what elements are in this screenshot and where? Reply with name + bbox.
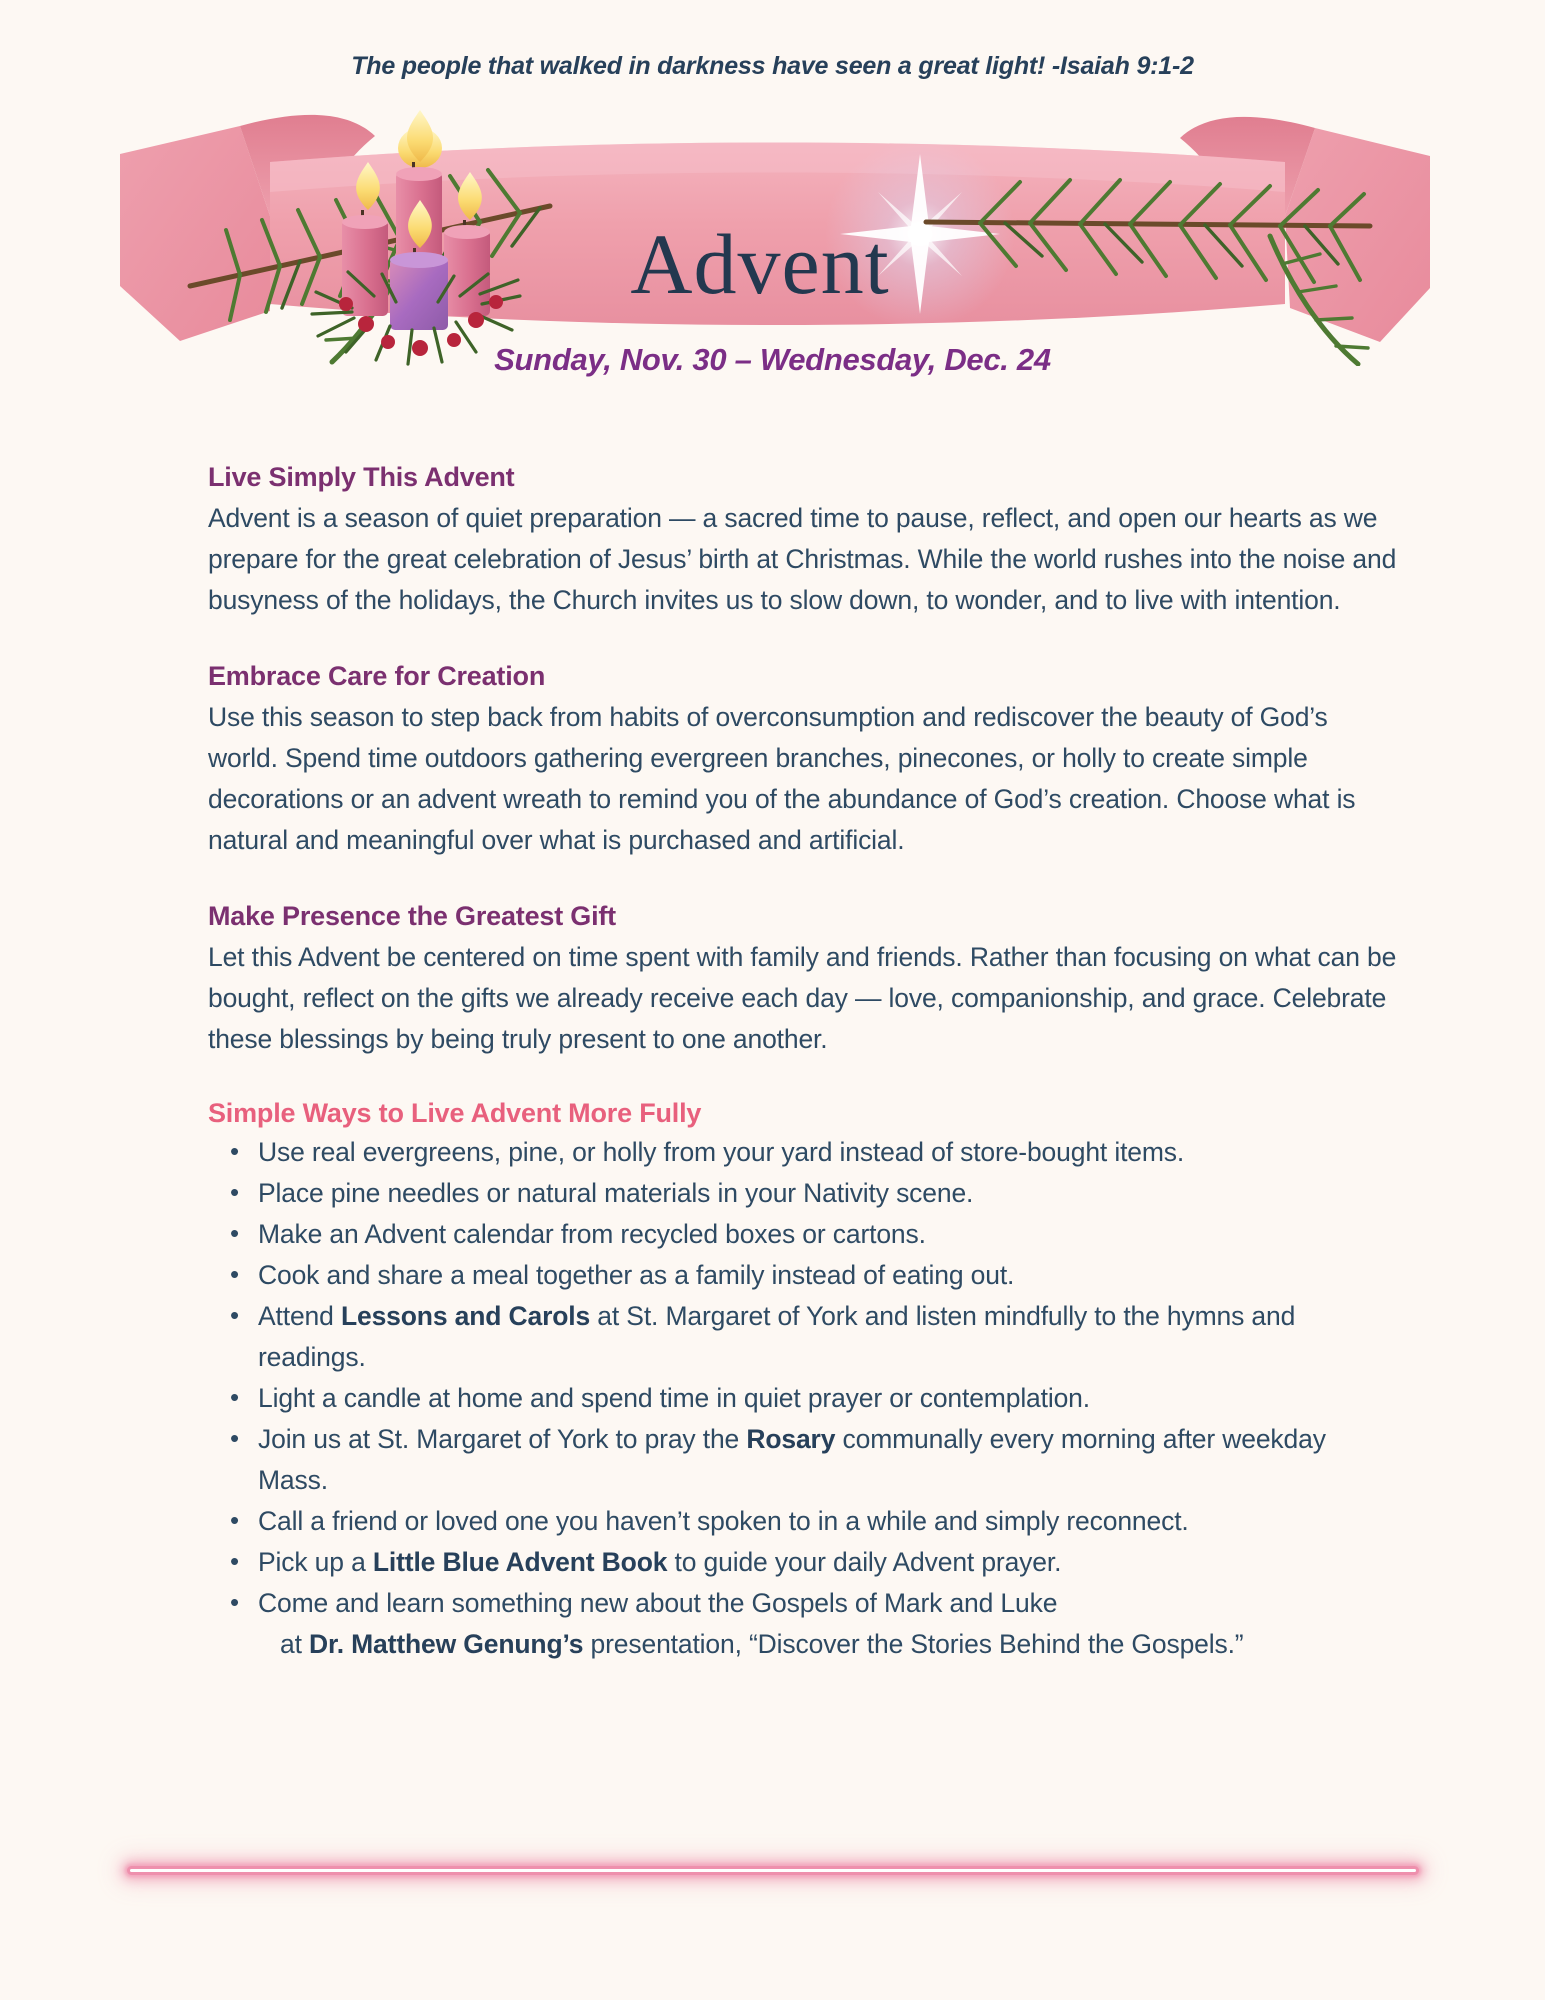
item-text: Place pine needles or natural materials in your Nativity scene. xyxy=(258,1178,974,1208)
simple-ways-list xyxy=(208,1132,1398,1665)
section-simple-ways xyxy=(208,1098,1398,1665)
section-make-presence xyxy=(208,901,1398,1060)
list-item xyxy=(208,1583,1398,1665)
section-embrace-care xyxy=(208,661,1398,861)
section-heading: Live Simply This Advent xyxy=(208,462,515,492)
item-continuation xyxy=(258,1624,1398,1665)
list-item xyxy=(208,1132,1398,1173)
item-text: Attend xyxy=(258,1301,341,1331)
item-text: Call a friend or loved one you haven’t spoken to in a while and simply reconnect. xyxy=(258,1506,1189,1536)
item-text-post: communally every morning after weekday Mass. xyxy=(258,1424,1326,1495)
advent-banner xyxy=(120,96,1430,366)
banner-title: Advent xyxy=(630,216,890,312)
item-text: Pick up a xyxy=(258,1547,373,1577)
item-text: Cook and share a meal together as a family instead of eating out. xyxy=(258,1260,1015,1290)
list-item xyxy=(208,1378,1398,1419)
section-body: Advent is a season of quiet preparation — a sacred time to pause, reflect, and open our hearts as we prepare for the great celebration of Jesus’ birth at Christmas. While the world rushes into the noise and busyness of the holidays, the Church invites us to slow down, to wonder, and to live with intention. xyxy=(208,503,1397,615)
list-item xyxy=(208,1296,1398,1378)
item-text-line2: at xyxy=(280,1629,310,1659)
bullet-section-heading: Simple Ways to Live Advent More Fully xyxy=(208,1098,702,1128)
item-bold-text-line2: Dr. Matthew Genung’s xyxy=(309,1629,584,1659)
list-item xyxy=(208,1419,1398,1501)
date-range: Sunday, Nov. 30 – Wednesday, Dec. 24 xyxy=(494,342,1051,377)
item-text: Join us at St. Margaret of York to pray the xyxy=(258,1424,747,1454)
item-text-line2-post: presentation, “Discover the Stories Behind the Gospels.” xyxy=(583,1629,1244,1659)
scripture-quote: The people that walked in darkness have seen a great light! -Isaiah 9:1-2 xyxy=(351,52,1194,80)
section-heading: Embrace Care for Creation xyxy=(208,661,546,691)
section-live-simply xyxy=(208,462,1398,621)
item-text: Make an Advent calendar from recycled boxes or cartons. xyxy=(258,1219,926,1249)
list-item xyxy=(208,1255,1398,1296)
item-bold-text: Lessons and Carols xyxy=(340,1301,591,1331)
item-bold-text: Rosary xyxy=(746,1424,836,1454)
list-item xyxy=(208,1542,1398,1583)
list-item xyxy=(208,1173,1398,1214)
item-text: Come and learn something new about the Gospels of Mark and Luke xyxy=(258,1588,1058,1618)
bottom-divider xyxy=(127,1866,1419,1875)
item-text-post: at St. Margaret of York and listen mindfully to the hymns and readings. xyxy=(258,1301,1296,1372)
list-item xyxy=(208,1214,1398,1255)
section-body: Use this season to step back from habits of overconsumption and rediscover the beauty of God’s world. Spend time outdoors gathering evergreen branches, pinecones, or holly to create simple decorations or an advent wreath to remind you of the abundance of God’s creation. Choose what is natural and meaningful over what is purchased and artificial. xyxy=(208,702,1356,855)
section-body: Let this Advent be centered on time spent with family and friends. Rather than focusing on what can be bought, reflect on the gifts we already receive each day — love, companionship, and grace. Celebrate these blessings by being truly present to one another. xyxy=(208,942,1397,1054)
item-text: Light a candle at home and spend time in quiet prayer or contemplation. xyxy=(258,1383,1090,1413)
section-heading: Make Presence the Greatest Gift xyxy=(208,901,616,931)
item-bold-text: Little Blue Advent Book xyxy=(372,1547,668,1577)
list-item xyxy=(208,1501,1398,1542)
item-text-post: to guide your daily Advent prayer. xyxy=(667,1547,1062,1577)
item-text: Use real evergreens, pine, or holly from your yard instead of store-bought items. xyxy=(258,1137,1185,1167)
body-content xyxy=(208,462,1398,1705)
